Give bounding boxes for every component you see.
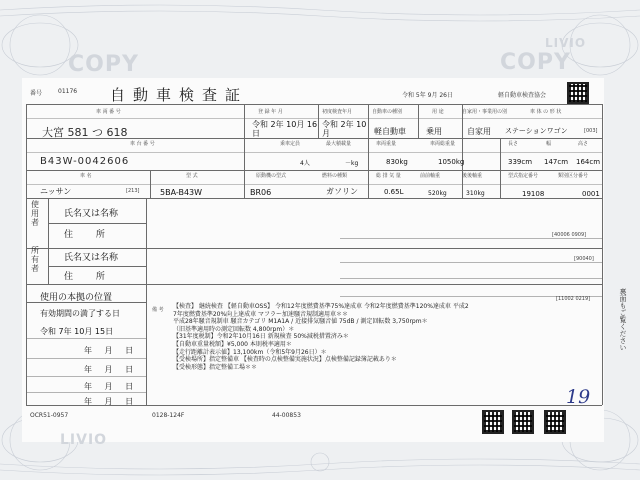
label-chassis: 車 台 番 号 <box>130 141 155 147</box>
remarks-line: 【受検場所】指定整備車 【検査時の点検整備実施状況】点検整備記録簿記載あり＊ <box>173 356 397 364</box>
remarks-line: 【受検形態】指定整備工場＊＊ <box>173 363 258 371</box>
remarks-block <box>173 303 583 371</box>
see-reverse-note: 裏面もご覧ください <box>619 288 627 351</box>
label-engine: 原動機の型式 <box>256 173 287 179</box>
footer-qr-code-1 <box>482 410 504 434</box>
remarks-line: 【走行距離計表示値】13,100km（令和5年9月26日）＊ <box>173 348 327 356</box>
remarks-line: 7年度燃費基準20%向上達成車 マフラー加速騒音規制適用車＊＊ <box>173 310 349 318</box>
body-code: [003] <box>584 128 598 134</box>
engine-value: BR06 <box>250 188 272 197</box>
label-max-load: 最大積載量 <box>326 141 352 147</box>
vehicle-use: 乗用 <box>426 127 442 136</box>
private-use: 自家用 <box>467 127 491 136</box>
max-load-value: －kg <box>345 160 359 167</box>
gross-weight-value: 1050kg <box>438 158 465 166</box>
displacement-value: 0.65L <box>384 188 404 196</box>
label-displacement: 総 排 気 量 <box>376 173 401 179</box>
watermark-copy-left: COPY <box>68 52 139 77</box>
remarks-line: 平成28年騒音規制車 騒音カテゴリ M1A1A / 近接排気騒音値 75dB / 測定回転数 3,750rpm＊ <box>173 318 428 326</box>
label-body: 車 体 の 形 状 <box>530 109 562 115</box>
handwritten-number: 19 <box>566 386 591 408</box>
fuel-value: ガソリン <box>326 187 358 196</box>
expiry-blank-1: 年 月 日 <box>84 346 134 355</box>
length-value: 339cm <box>508 158 533 166</box>
footer-code-2: 0128-124F <box>152 412 185 419</box>
label-length: 長さ <box>508 141 519 147</box>
label-fuel: 燃料の種類 <box>322 173 348 179</box>
label-base: 使用の本拠の位置 <box>40 293 113 303</box>
front-axle-value: 520kg <box>428 190 447 197</box>
label-remarks: 備 考 <box>152 307 164 313</box>
remarks-line: 【31年度税制】令和2年10月16日 新規検査 50%減税措置済み＊ <box>173 333 349 341</box>
remarks-line: 【自動車重量税額】¥5,000 本則税率適用＊ <box>173 340 292 348</box>
expiry-blank-4: 年 月 日 <box>84 397 134 406</box>
issuing-office: 軽自動車検査協会 <box>498 92 547 99</box>
label-user: 使用者 <box>31 200 39 227</box>
label-expiry: 有効期間の満了する日 <box>40 309 120 318</box>
watermark-copy-right: COPY <box>500 50 571 75</box>
label-gross: 車両総重量 <box>430 141 456 147</box>
chassis-number: B43W-0042606 <box>40 156 130 167</box>
label-user-name: 氏名又は名称 <box>64 209 119 219</box>
label-rear-axle: 後後軸重 <box>462 173 483 179</box>
label-owner-name: 氏名又は名称 <box>64 253 119 263</box>
maker-value: ニッサン <box>40 187 72 196</box>
label-model: 型 式 <box>186 173 198 179</box>
width-value: 147cm <box>544 158 569 166</box>
watermark-livio-top: LIVIO <box>545 36 587 50</box>
rear-axle-value: 310kg <box>466 190 485 197</box>
label-use: 用 途 <box>432 109 444 115</box>
expiry-date: 令和 7年 10月 15日 <box>40 327 114 336</box>
footer-code-3: 44-00853 <box>272 412 301 419</box>
label-user-address: 住 所 <box>64 230 115 240</box>
body-shape: ステーションワゴン <box>505 127 568 135</box>
number-label: 番号 <box>30 90 43 97</box>
first-registration-date: 令和 2年 10月 16日 <box>252 120 318 138</box>
label-front-axle: 前前軸重 <box>420 173 441 179</box>
label-class-no: 類別区分番号 <box>558 173 589 179</box>
header-qr-code <box>567 82 589 104</box>
label-owner-address: 住 所 <box>64 272 115 282</box>
footer-qr-code-2 <box>512 410 534 434</box>
owner-code: [90040] <box>574 256 594 262</box>
remarks-line: （旧基準適用時の測定回転数 4,800rpm）＊ <box>173 325 295 333</box>
expiry-blank-2: 年 月 日 <box>84 365 134 374</box>
first-registration-year: 令和 2年 10月 <box>322 120 367 138</box>
label-maker: 車 名 <box>80 173 92 179</box>
user-code: [40006 0909] <box>552 232 587 238</box>
label-private: 自家用・事業用の別 <box>462 109 508 115</box>
vehicle-kind: 軽自動車 <box>374 127 406 136</box>
remarks-line: 【検査】 継続検査 【軽自動車OSS】 令和12年度燃費基準75%達成車 令和2年度燃費基準120%達成車 平成2 <box>173 303 469 310</box>
class-number-value: 0001 <box>582 190 600 198</box>
type-number-value: 19108 <box>522 190 545 198</box>
maker-code: [213] <box>126 188 140 194</box>
footer-code-1: OCR51-0957 <box>30 412 69 419</box>
label-first-reg: 登 録 年 月 <box>258 109 283 115</box>
registration-number: 大宮 581 つ 618 <box>42 126 128 139</box>
label-owner: 所有者 <box>31 246 39 273</box>
height-value: 164cm <box>576 158 601 166</box>
seats-value: 4人 <box>300 160 310 167</box>
document-title: 自動車検査証 <box>110 86 249 104</box>
watermark-livio-bottom: LIVIO <box>60 432 108 448</box>
model-value: 5BA-B43W <box>160 188 203 197</box>
label-first-reg-year: 初度検査年月 <box>322 109 353 115</box>
label-seats: 乗車定員 <box>280 141 301 147</box>
footer-qr-code-3 <box>544 410 566 434</box>
label-height: 高さ <box>578 141 589 147</box>
label-reg-no: 車 両 番 号 <box>96 109 121 115</box>
label-weight: 車両重量 <box>376 141 397 147</box>
issue-date: 令和 5年 9月 26日 <box>402 92 453 99</box>
label-width: 幅 <box>546 141 552 147</box>
base-code: [11002 0219] <box>556 296 591 302</box>
label-type: 自動車の種別 <box>372 109 403 115</box>
label-type-no: 型式指定番号 <box>508 173 539 179</box>
expiry-blank-3: 年 月 日 <box>84 382 134 391</box>
weight-value: 830kg <box>386 158 408 166</box>
certificate-number: 01176 <box>58 88 78 95</box>
